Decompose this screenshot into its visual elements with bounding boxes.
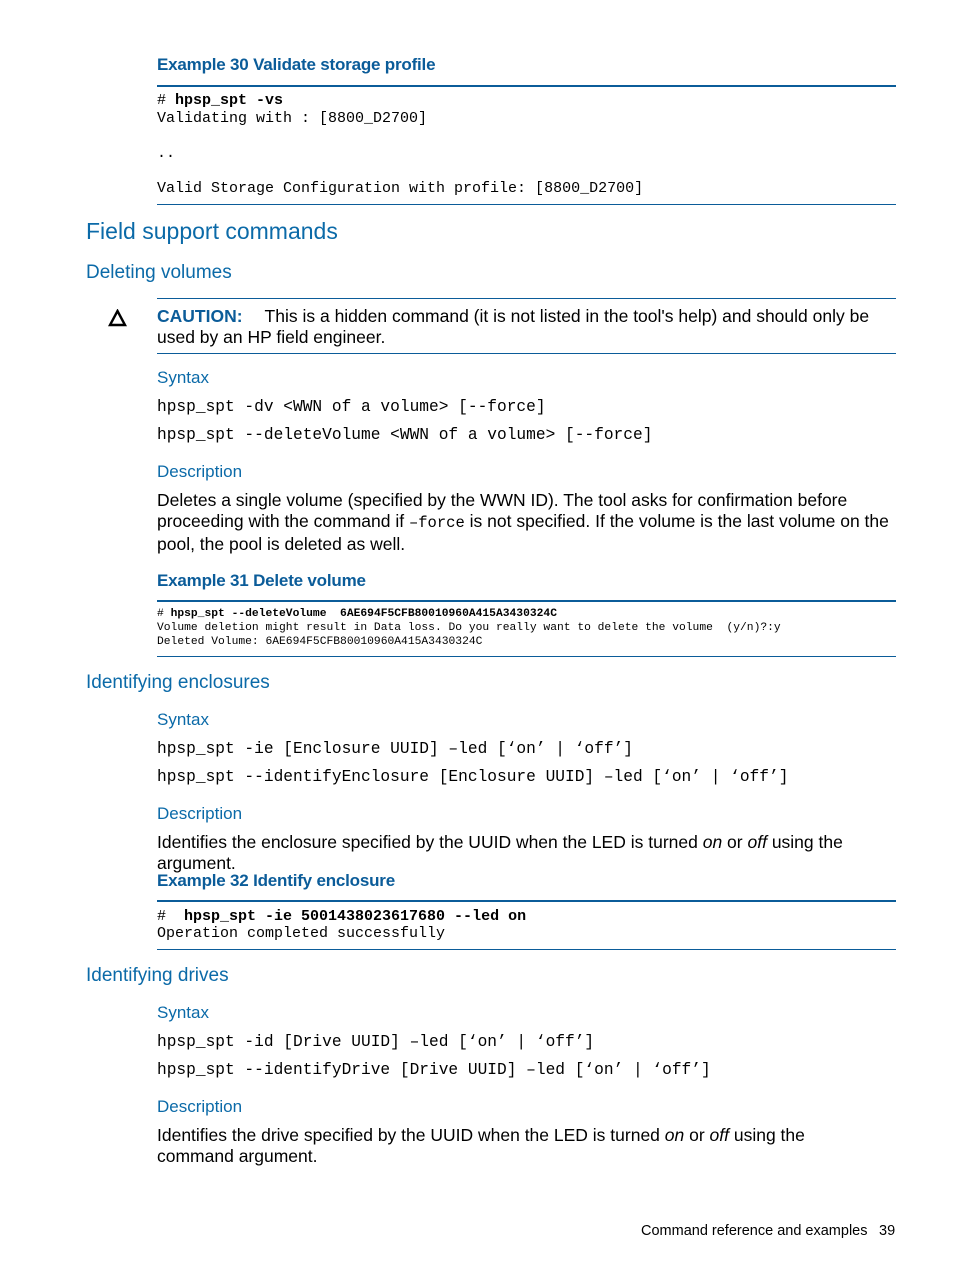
identifying-enclosures-description bbox=[157, 832, 899, 874]
deleting-volumes-heading: Deleting volumes bbox=[86, 262, 232, 283]
identifying-drives-syntax-2: hpsp_spt --identifyDrive [Drive UUID] –led [‘on’ | ‘off’] bbox=[157, 1061, 711, 1079]
desc-text-1: Deletes a single volume (specified by the WWN ID). The tool asks for confirmation before proceeding with the command if bbox=[157, 490, 848, 531]
example-31-title: Example 31 Delete volume bbox=[157, 571, 366, 590]
identifying-drives-syntax-1: hpsp_spt -id [Drive UUID] –led [‘on’ | ‘off’] bbox=[157, 1033, 595, 1051]
deleting-volumes-syntax-2: hpsp_spt --deleteVolume <WWN of a volume> [--force] bbox=[157, 426, 653, 444]
identifying-drives-syntax-heading: Syntax bbox=[157, 1003, 209, 1022]
example-32-prompt: # bbox=[157, 908, 185, 925]
desc-text-2: is not specified. If the volume is the last volume on the pool, the pool is deleted as well. bbox=[157, 511, 889, 554]
identifying-enclosures-syntax-heading: Syntax bbox=[157, 710, 209, 729]
field-support-heading: Field support commands bbox=[86, 218, 338, 244]
caution-triangle-icon bbox=[108, 309, 127, 327]
identifying-enclosures-heading: Identifying enclosures bbox=[86, 672, 270, 693]
deleting-volumes-description bbox=[157, 490, 899, 555]
identifying-enclosures-syntax-1: hpsp_spt -ie [Enclosure UUID] –led [‘on’ | ‘off’] bbox=[157, 740, 633, 758]
identifying-drives-heading: Identifying drives bbox=[86, 965, 229, 986]
example-32-command: hpsp_spt -ie 5001438023617680 --led on bbox=[184, 908, 527, 925]
example-31-output-2: Deleted Volume: 6AE694F5CFB80010960A415A3430324C bbox=[157, 636, 483, 648]
identifying-enclosures-syntax-2: hpsp_spt --identifyEnclosure [Enclosure UUID] –led [‘on’ | ‘off’] bbox=[157, 768, 789, 786]
deleting-volumes-description-heading: Description bbox=[157, 462, 243, 481]
example-32-top-rule bbox=[157, 900, 896, 902]
example-31-output-1: Volume deletion might result in Data loss. Do you really want to delete the volume (y/n)?:y bbox=[157, 622, 781, 634]
enc-desc-1: Identifies the enclosure specified by the UUID when the LED is turned bbox=[157, 832, 703, 852]
caution-text: This is a hidden command (it is not listed in the tool's help) and should only be used by an HP field engineer. bbox=[157, 306, 870, 347]
example-30-prompt: # bbox=[157, 92, 176, 109]
drv-desc-2: using the command argument. bbox=[157, 1125, 805, 1166]
example-30-output-2: .. bbox=[157, 145, 176, 162]
example-32-title: Example 32 Identify enclosure bbox=[157, 871, 395, 890]
example-31-bottom-rule bbox=[157, 656, 896, 657]
force-option-code: –force bbox=[408, 514, 465, 532]
example-30-command: hpsp_spt -vs bbox=[175, 92, 284, 109]
enc-desc-off: off bbox=[747, 832, 767, 852]
drv-desc-1: Identifies the drive specified by the UUID when the LED is turned bbox=[157, 1125, 665, 1145]
caution-label: CAUTION: bbox=[157, 306, 243, 326]
footer-page-number: 39 bbox=[879, 1223, 896, 1239]
enc-desc-2: using the argument. bbox=[157, 832, 843, 873]
example-30-top-rule bbox=[157, 85, 896, 87]
caution-bottom-rule bbox=[157, 353, 896, 354]
example-30-output-1: Validating with : [8800_D2700] bbox=[157, 110, 428, 127]
enc-desc-on: on bbox=[702, 832, 723, 852]
example-30-output-3: Valid Storage Configuration with profile: [8800_D2700] bbox=[157, 180, 644, 197]
caution-top-rule bbox=[157, 298, 896, 299]
example-32-bottom-rule bbox=[157, 949, 896, 950]
identifying-drives-description-heading: Description bbox=[157, 1097, 243, 1116]
example-32-command-line bbox=[157, 908, 526, 925]
example-31-command-line bbox=[157, 607, 557, 621]
identifying-drives-description bbox=[157, 1125, 877, 1167]
caution-note bbox=[157, 306, 899, 348]
example-30-bottom-rule bbox=[157, 204, 896, 205]
drv-desc-off: off bbox=[709, 1125, 729, 1145]
drv-desc-on: on bbox=[664, 1125, 685, 1145]
identifying-enclosures-description-heading: Description bbox=[157, 804, 243, 823]
enc-desc-or: or bbox=[722, 832, 748, 852]
example-30-command-line bbox=[157, 92, 283, 109]
deleting-volumes-syntax-1: hpsp_spt -dv <WWN of a volume> [--force] bbox=[157, 398, 546, 416]
example-32-output-1: Operation completed successfully bbox=[157, 925, 446, 942]
footer-section-title: Command reference and examples bbox=[641, 1223, 868, 1239]
deleting-volumes-syntax-heading: Syntax bbox=[157, 368, 209, 387]
example-31-command: hpsp_spt --deleteVolume 6AE694F5CFB80010960A415A3430324C bbox=[170, 608, 557, 620]
example-31-top-rule bbox=[157, 600, 896, 602]
example-30-title: Example 30 Validate storage profile bbox=[157, 55, 436, 74]
example-31-prompt: # bbox=[157, 608, 171, 620]
drv-desc-or: or bbox=[684, 1125, 710, 1145]
